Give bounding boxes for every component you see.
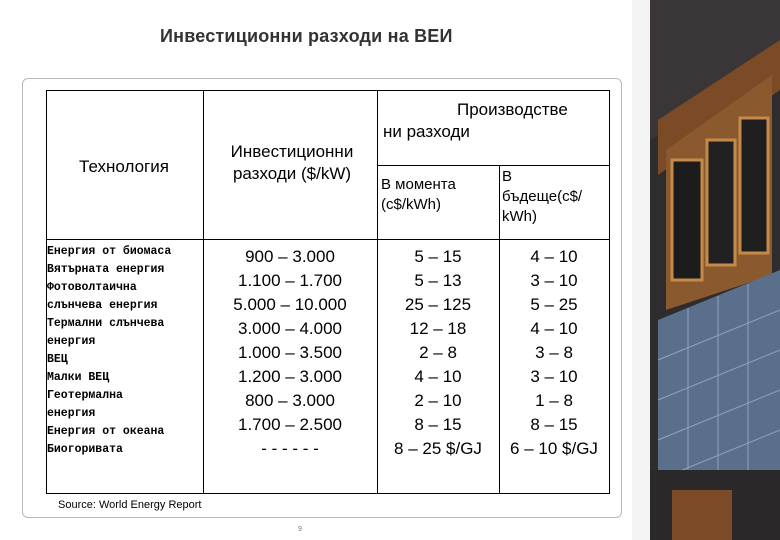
technology-item: енергия (47, 407, 96, 420)
header-future-line: бъдеще(c$/ (502, 188, 583, 205)
technology-item: енергия (47, 335, 96, 348)
now-value: 2 – 8 (419, 343, 457, 362)
investment-value: 5.000 – 10.000 (233, 295, 347, 314)
investment-value: 1.100 – 1.700 (238, 271, 342, 290)
now-value: 5 – 15 (414, 247, 462, 266)
source-note: Source: World Energy Report (58, 499, 202, 511)
future-values (499, 245, 609, 461)
future-value: 5 – 25 (530, 295, 578, 314)
technology-item: Биогоривата (47, 443, 123, 456)
table-divider (377, 165, 609, 166)
now-value: 25 – 125 (404, 295, 472, 314)
header-technology: Технология (79, 157, 169, 176)
header-investment (207, 141, 377, 185)
header-production (377, 99, 609, 143)
technology-item: Фотоволтаична (47, 281, 137, 294)
now-value: 5 – 13 (414, 271, 462, 290)
future-value: 4 – 10 (530, 247, 578, 266)
now-value: 12 – 18 (409, 319, 467, 338)
future-value: 6 – 10 $/GJ (510, 439, 598, 458)
now-value: 8 – 15 (414, 415, 462, 434)
header-future-line: kWh) (502, 208, 537, 225)
slide-title: Инвестиционни разходи на ВЕИ (160, 26, 453, 46)
header-production-line: Производстве (457, 100, 568, 119)
now-value: 8 – 25 $/GJ (394, 439, 482, 458)
technology-item: ВЕЦ (47, 353, 68, 366)
future-value: 3 – 10 (530, 367, 578, 386)
technology-item: Термални слънчева (47, 317, 165, 330)
table-divider (47, 239, 609, 240)
technology-item: Вятърната енергия (47, 263, 165, 276)
building-photo (632, 0, 780, 540)
investment-value: 1.200 – 3.000 (238, 367, 342, 386)
header-now-line: (c$/kWh) (381, 196, 441, 213)
investment-value: 3.000 – 4.000 (238, 319, 342, 338)
now-values (377, 245, 499, 461)
header-investment-line: разходи ($/kW) (232, 164, 352, 183)
header-now (381, 175, 491, 215)
header-future-line: В (502, 168, 513, 185)
future-value: 4 – 10 (530, 319, 578, 338)
header-now-line: В момента (381, 176, 456, 193)
page-number: 9 (298, 526, 302, 533)
header-future (502, 167, 608, 227)
technology-item: слънчева енергия (47, 299, 158, 312)
investment-value: - - - - - - (261, 439, 319, 458)
cost-table (46, 90, 610, 494)
now-value: 2 – 10 (414, 391, 462, 410)
technology-item: Малки ВЕЦ (47, 371, 110, 384)
investment-values (203, 245, 377, 461)
future-value: 8 – 15 (530, 415, 578, 434)
future-value: 3 – 8 (535, 343, 573, 362)
investment-value: 1.000 – 3.500 (238, 343, 342, 362)
building-photo-illustration (632, 0, 780, 540)
investment-value: 800 – 3.000 (245, 391, 335, 410)
future-value: 3 – 10 (530, 271, 578, 290)
technology-list (47, 243, 203, 459)
investment-value: 900 – 3.000 (245, 247, 335, 266)
now-value: 4 – 10 (414, 367, 462, 386)
header-investment-line: Инвестиционни (230, 142, 354, 161)
header-production-line: ни разходи (383, 122, 470, 141)
technology-item: Енергия от океана (47, 425, 165, 438)
technology-item: Енергия от биомаса (47, 245, 172, 258)
investment-value: 1.700 – 2.500 (238, 415, 342, 434)
technology-item: Геотермална (47, 389, 123, 402)
future-value: 1 – 8 (535, 391, 573, 410)
